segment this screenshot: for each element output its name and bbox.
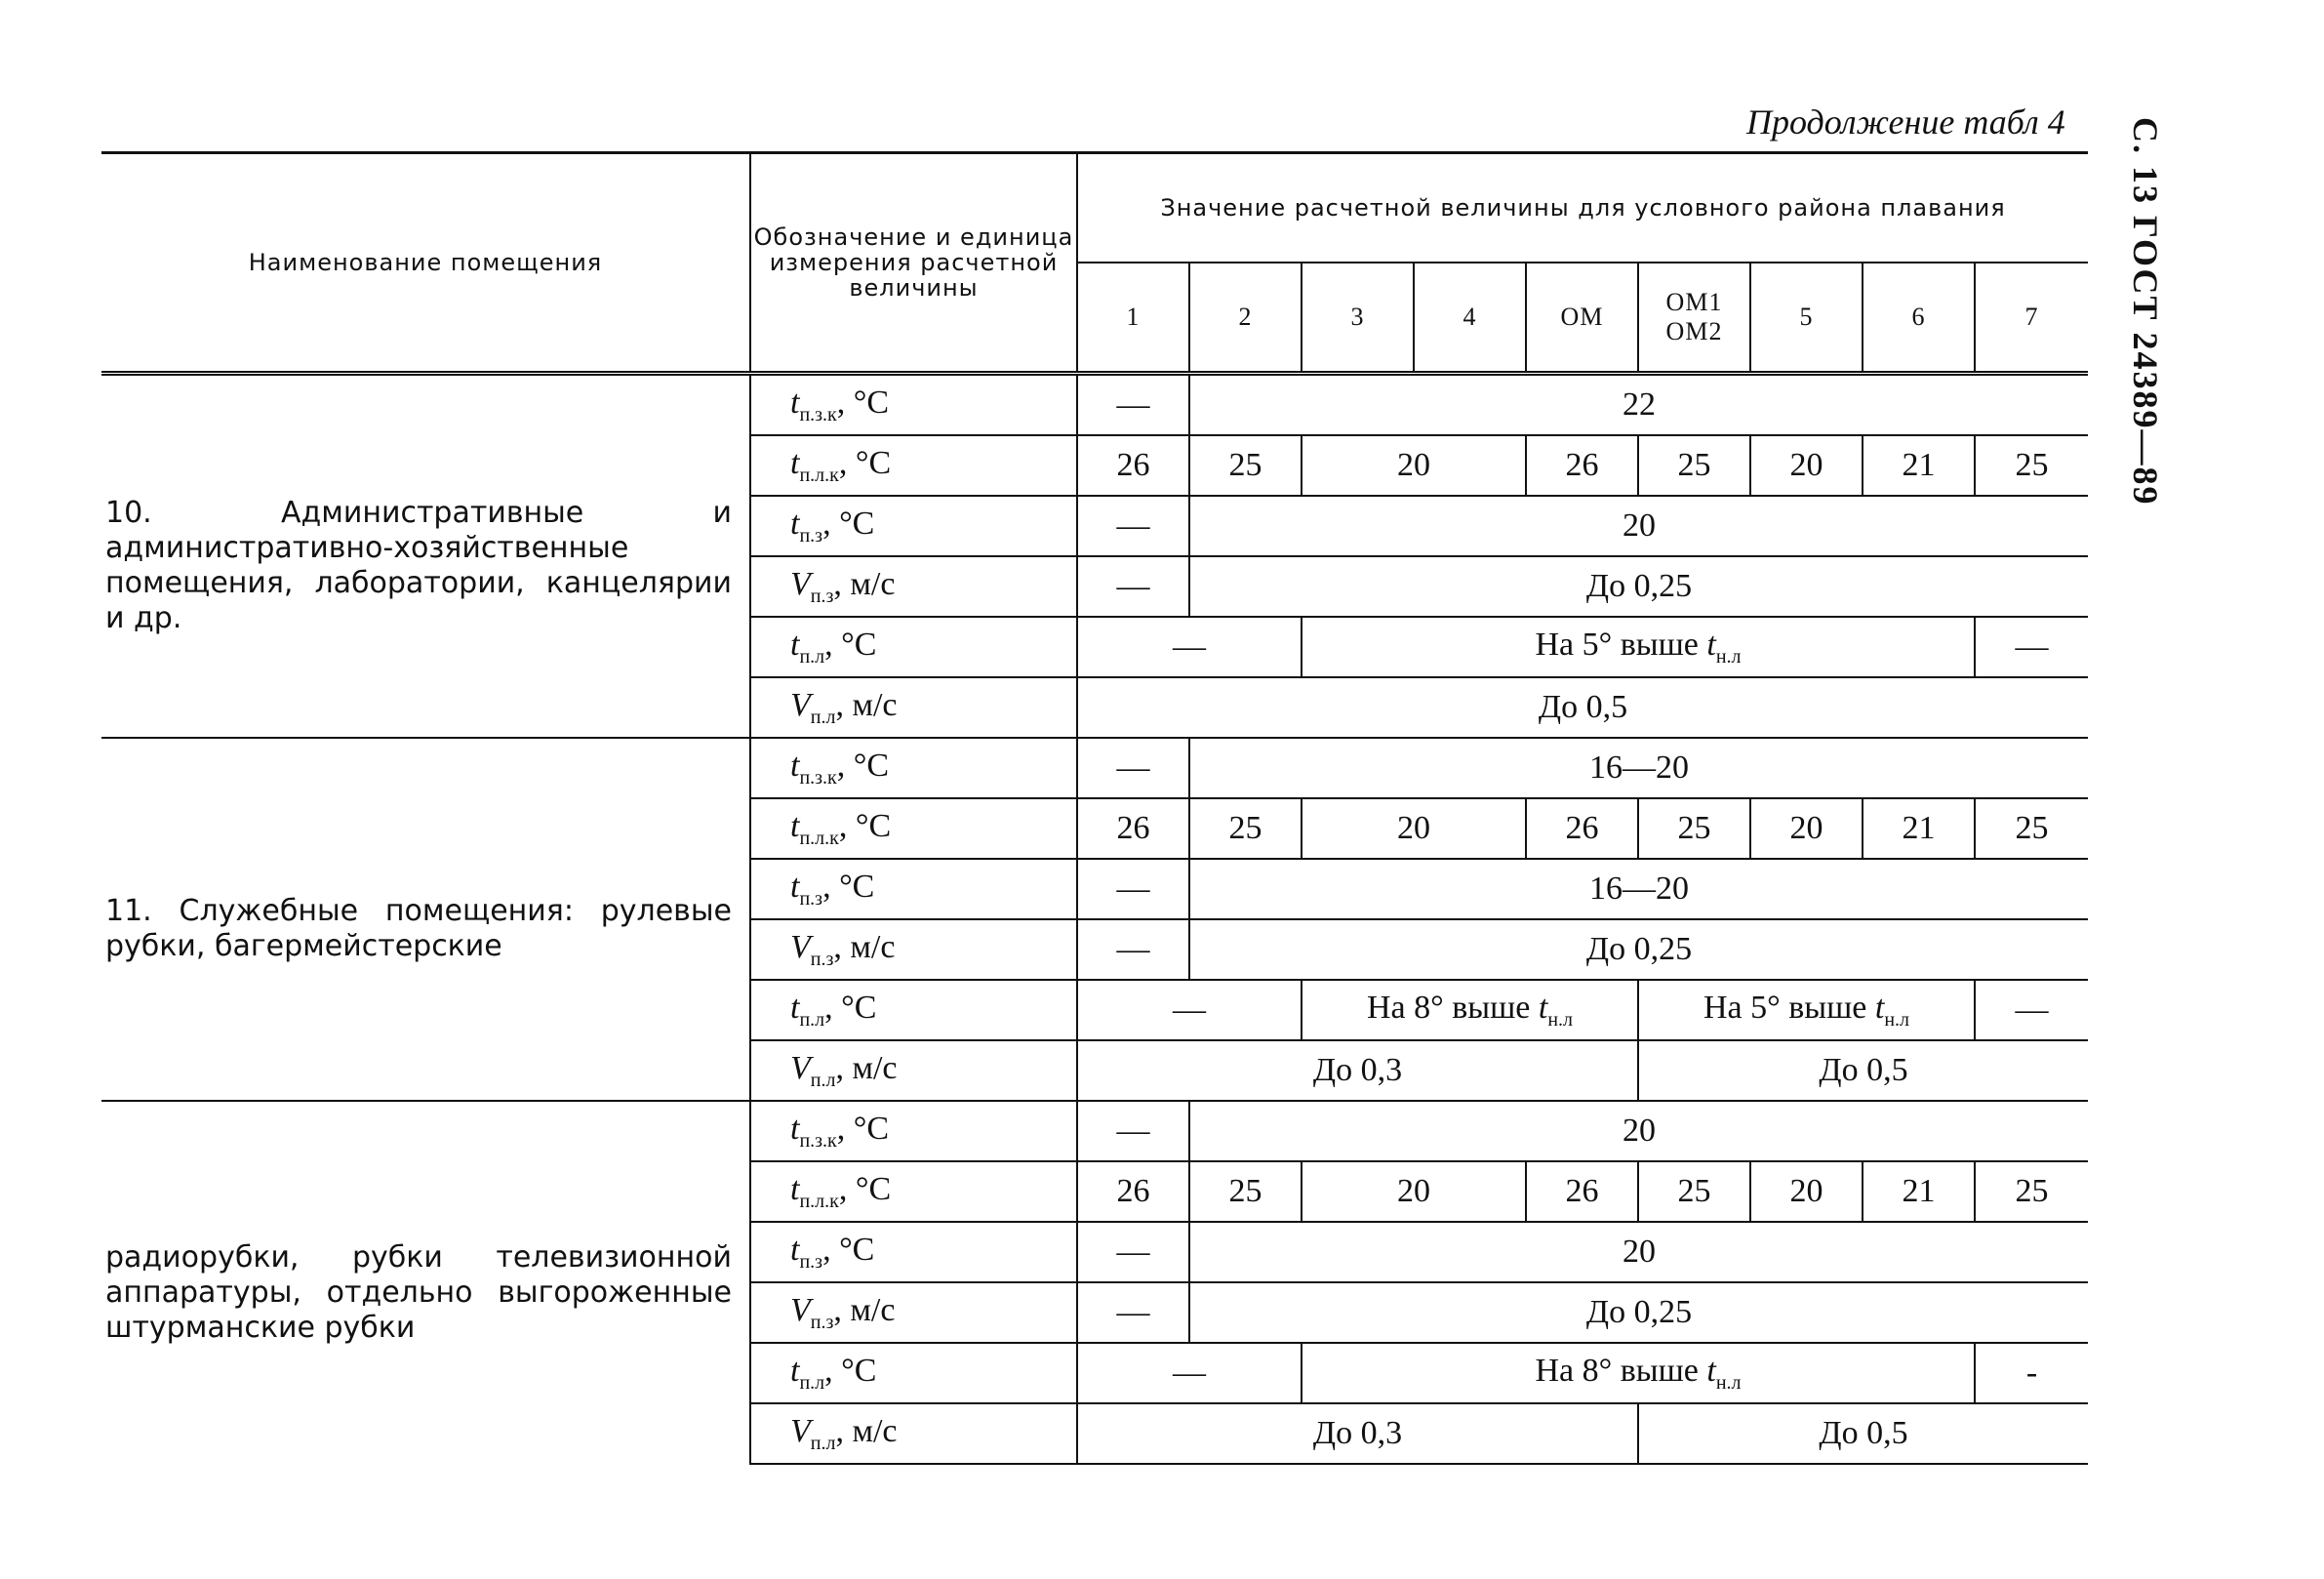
value-text: 25 [1228,447,1262,483]
value-cell [1077,1161,1189,1222]
symbol: V [790,686,811,723]
symbol: t [790,626,800,663]
designation-cell [750,738,1077,798]
value-cell [1189,1222,2088,1282]
designation-cell [750,859,1077,919]
symbol-subscript: п.л [799,1371,825,1394]
value-text: — [1173,628,1206,665]
value-text: 26 [1116,1173,1150,1209]
value-cell [1189,738,2088,798]
value-cell [1189,556,2088,617]
value-cell [1975,1343,2088,1403]
value-symbol: t [1698,626,1716,663]
value-cell [1302,435,1526,496]
value-text: 20 [1623,1234,1657,1270]
unit: , °С [822,505,875,542]
value-cell [1302,1343,1975,1403]
value-cell [1189,1161,1302,1222]
value-cell [1189,496,2088,556]
table-row [101,738,2088,798]
unit: , °С [822,868,875,905]
symbol-subscript: п.л.к [799,1190,839,1212]
unit: , м/с [835,686,898,723]
value-text: 26 [1565,1173,1599,1209]
symbol-subscript: п.з.к [799,766,837,789]
symbol-subscript: п.з [810,948,834,970]
symbol-subscript: п.з [799,1250,823,1273]
value-cell [1077,556,1189,617]
value-cell [1638,1161,1750,1222]
side-page-label-text: С. 13 ГОСТ 24389—89 [2126,117,2165,506]
unit: , м/с [833,565,896,602]
symbol-subscript: п.л.к [799,464,839,486]
value-text: До 0,5 [1538,689,1628,725]
value-cell [1189,1282,2088,1343]
symbol-subscript: п.л [799,1008,825,1031]
value-cell [1975,798,2088,859]
header-region: 2 [1189,263,1302,371]
value-text: 25 [2015,810,2049,846]
value-cell [1189,435,1302,496]
value-text: 26 [1116,447,1150,483]
value-text: 20 [1789,447,1823,483]
value-cell [1638,1403,2088,1464]
value-symbol: t [1866,989,1885,1026]
value-cell [1189,1101,2088,1161]
value-cell [1863,435,1975,496]
symbol-subscript: п.з [810,585,834,607]
header-region: 3 [1302,263,1414,371]
value-cell [1077,1343,1302,1403]
symbol-subscript: п.л [810,1069,836,1091]
value-text: 25 [2015,447,2049,483]
value-text: 21 [1902,1173,1936,1209]
value-cell [1077,435,1189,496]
value-cell [1975,435,2088,496]
value-cell [1638,980,1975,1040]
designation-cell [750,1101,1077,1161]
unit: , °С [838,444,892,481]
unit: , °С [836,384,890,421]
value-text: 20 [1397,447,1430,483]
value-cell [1077,496,1189,556]
designation-cell [750,1040,1077,1101]
symbol: t [790,1352,800,1389]
unit: , м/с [833,1291,896,1328]
symbol: t [790,384,800,421]
designation-cell [750,1403,1077,1464]
value-text: 25 [1677,810,1711,846]
value-text: — [2015,628,2049,665]
value-text: До 0,3 [1312,1052,1403,1088]
value-text: До 0,5 [1819,1052,1908,1088]
symbol-subscript: п.з [799,887,823,910]
value-text: 20 [1397,1173,1430,1209]
symbol: V [790,1291,811,1328]
designation-cell [750,919,1077,980]
value-text: На 8° выше [1535,1352,1699,1389]
value-cell [1863,1161,1975,1222]
symbol: t [790,747,800,784]
value-cell [1302,798,1526,859]
unit: , °С [836,747,890,784]
symbol: t [790,505,800,542]
value-cell [1077,374,1189,436]
symbol: V [790,1412,811,1449]
value-text: — [1116,1294,1150,1330]
unit: , м/с [835,1412,898,1449]
value-text: — [1116,749,1150,786]
value-text: На 8° выше [1366,989,1531,1026]
value-cell [1077,1040,1638,1101]
value-cell [1975,617,2088,677]
unit: , °С [838,1170,892,1207]
value-text: До 0,25 [1585,568,1693,604]
header-room-name: Наименование помещения [101,153,750,372]
value-cell [1302,617,1975,677]
value-cell [1975,1161,2088,1222]
value-text: На 5° выше [1535,626,1699,663]
designation-cell [750,617,1077,677]
value-text: — [1116,1234,1150,1270]
symbol: t [790,989,800,1026]
designation-cell [750,1161,1077,1222]
value-symbol: t [1530,989,1548,1026]
unit: , °С [822,1231,875,1268]
designation-cell [750,496,1077,556]
symbol-subscript: п.з [810,1311,834,1333]
side-page-label [2127,117,2166,507]
value-text: 21 [1902,447,1936,483]
value-symbol-subscript: н.л [1715,645,1742,668]
designation-cell [750,1222,1077,1282]
value-cell [1077,617,1302,677]
value-cell [1750,435,1863,496]
ventilation-table [101,151,2088,1465]
room-name: 11. Служебные помещения: рулевые рубки, багермейстерские [101,738,750,1101]
value-text: 16—20 [1589,870,1690,907]
designation-cell [750,556,1077,617]
value-text: До 0,25 [1585,1294,1693,1330]
value-cell [1302,980,1638,1040]
designation-cell [750,374,1077,436]
value-cell [1077,919,1189,980]
value-text: 25 [2015,1173,2049,1209]
symbol-subscript: п.л [810,1432,836,1454]
value-text: 25 [1228,810,1262,846]
value-text: — [1173,1355,1206,1391]
value-cell [1189,798,1302,859]
value-symbol: t [1698,1352,1716,1389]
value-text: - [2025,1355,2038,1391]
value-symbol-subscript: н.л [1884,1008,1910,1031]
value-cell [1863,798,1975,859]
symbol: t [790,868,800,905]
value-text: 20 [1397,810,1430,846]
unit: , м/с [833,928,896,965]
header-region: 5 [1750,263,1863,371]
value-text: 25 [1677,447,1711,483]
value-text: На 5° выше [1703,989,1867,1026]
value-cell [1077,859,1189,919]
value-cell [1975,980,2088,1040]
value-cell [1077,677,2088,738]
value-text: — [1116,931,1150,967]
value-cell [1189,919,2088,980]
value-text: — [1116,568,1150,604]
designation-cell [750,1282,1077,1343]
value-cell [1302,1161,1526,1222]
symbol-subscript: п.з.к [799,1129,837,1152]
symbol: t [790,1231,800,1268]
value-cell [1750,1161,1863,1222]
header-region: 1 [1126,303,1141,331]
value-text: 25 [1228,1173,1262,1209]
symbol: t [790,807,800,844]
value-text: — [1116,870,1150,907]
symbol-subscript: п.л.к [799,827,839,849]
value-cell [1077,798,1189,859]
value-cell [1077,1222,1189,1282]
value-cell [1077,738,1189,798]
header-region: ОМ [1526,263,1638,371]
value-text: 16—20 [1589,749,1690,786]
designation-cell [750,980,1077,1040]
designation-cell [750,435,1077,496]
header-region: ОМ1 ОМ2 [1638,263,1750,371]
value-text: — [1116,1113,1150,1149]
room-name: радиорубки, рубки телевизионной аппаратуры, отдельно выгороженные штурманские рубки [101,1101,750,1464]
value-cell [1526,798,1638,859]
unit: , °С [824,989,877,1026]
symbol-subscript: п.л [810,706,836,728]
value-text: 20 [1789,1173,1823,1209]
value-text: 26 [1565,810,1599,846]
symbol: V [790,1049,811,1086]
unit: , °С [824,1352,877,1389]
value-text: До 0,25 [1585,931,1693,967]
value-text: 21 [1902,810,1936,846]
value-cell [1077,980,1302,1040]
value-text: 20 [1789,810,1823,846]
value-cell [1189,374,2088,436]
header-designation: Обозначение и единица измерения расчетной величины [750,153,1077,372]
value-text: 20 [1623,1113,1657,1149]
value-cell [1077,1282,1189,1343]
symbol: t [790,1110,800,1147]
room-name: 10. Административные и административно-хозяйственные помещения, лаборатории, канцелярии и др. [105,496,732,635]
table-row [101,1101,2088,1161]
header-region: 4 [1414,263,1526,371]
value-symbol-subscript: н.л [1715,1371,1742,1394]
symbol: t [790,444,800,481]
value-cell [1638,798,1750,859]
continuation-label: Продолжение табл 4 [1746,102,2065,142]
unit: , м/с [835,1049,898,1086]
value-cell [1638,435,1750,496]
value-text: — [1116,507,1150,544]
value-text: 26 [1116,810,1150,846]
symbol-subscript: п.з [799,524,823,547]
designation-cell [750,798,1077,859]
value-cell [1077,1101,1189,1161]
value-cell [1189,859,2088,919]
unit: , °С [838,807,892,844]
symbol-subscript: п.з.к [799,403,837,425]
symbol-subscript: п.л [799,645,825,668]
value-cell [1526,1161,1638,1222]
value-text: 22 [1623,386,1657,423]
value-text: 20 [1623,507,1657,544]
symbol: t [790,1170,800,1207]
value-text: До 0,3 [1312,1415,1403,1451]
symbol: V [790,565,811,602]
value-text: — [1173,992,1206,1028]
value-cell [1526,435,1638,496]
value-text: 25 [1677,1173,1711,1209]
header-region: 6 [1863,263,1975,371]
value-cell [1750,798,1863,859]
value-text: — [2015,992,2049,1028]
value-text: До 0,5 [1819,1415,1908,1451]
symbol: V [790,928,811,965]
designation-cell [750,677,1077,738]
value-text: — [1116,386,1150,423]
unit: , °С [824,626,877,663]
table-row [101,374,2088,436]
designation-cell [750,1343,1077,1403]
value-cell [1077,1403,1638,1464]
unit: , °С [836,1110,890,1147]
header-region-group: Значение расчетной величины для условного района плавания [1077,153,2088,263]
value-symbol-subscript: н.л [1547,1008,1574,1031]
value-cell [1638,1040,2088,1101]
header-region: 7 [1975,263,2088,371]
value-text: 26 [1565,447,1599,483]
